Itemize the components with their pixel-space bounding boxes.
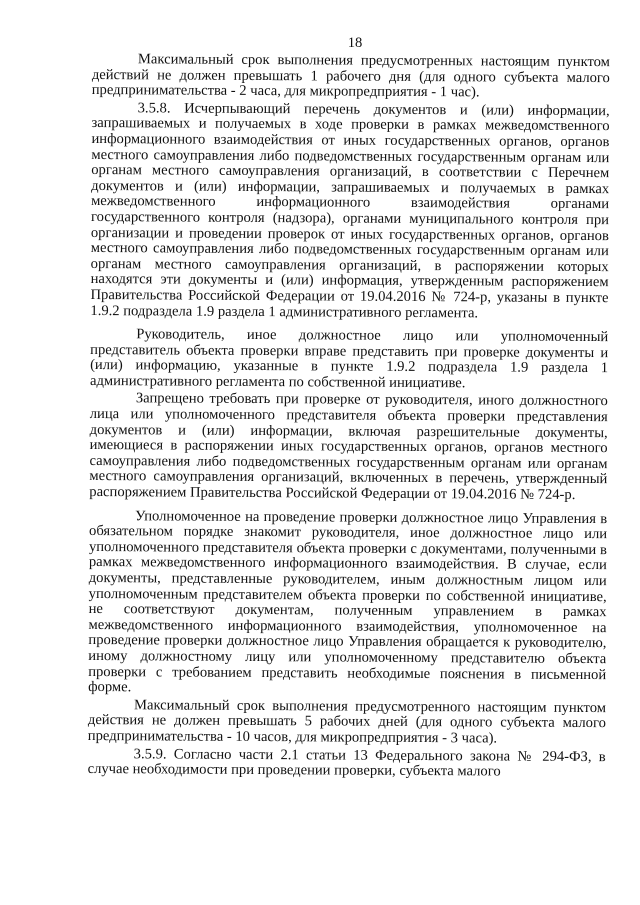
page-number: 18 bbox=[347, 35, 363, 51]
paragraph-3-5-9: 3.5.9. Согласно части 2.1 статьи 13 Федерального закона № 294-ФЗ, в случае необходимости при проведении проверки, субъекта малого bbox=[87, 745, 606, 780]
paragraph-head-right: Руководитель, иное должностное лицо или уполномоченный представитель объекта проверки вправе представить при проверке документы и (или) информацию, указанные в пункте 1.9.2 подраздела 1.9 раздела 1 административного регламента по собственной инициативе. bbox=[89, 326, 609, 392]
paragraph-3-5-8: 3.5.8. Исчерпывающий перечень документов и (или) информации, запрашиваемых и получаемых в ходе проверки в рамках межведомственного информационного взаимодействия от иных государственных органов, органов местного самоуправления либо подведомственных государственным органам или органам местного самоуправления организаций, в соответствии с Перечнем документов и (или) информации, запрашиваемых и получаемых в рамках межведомственного информационного взаимодействия органами государственного контроля (надзора), органами муниципального контроля при организации и проведении проверок от иных государственных органов, органов местного самоуправления либо подведомственных государственным органам или органам местного самоуправления организаций, в распоряжении которых находятся эти документы и (или) информация, утвержденным распоряжением Правительства Российской Федерации от 19.04.2016 № 724-р, указаны в пункте 1.9.2 подраздела 1.9 раздела 1 административного регламента. bbox=[90, 100, 610, 321]
paragraph-authorized-official: Уполномоченное на проведение проверки должностное лицо Управления в обязательном порядке знакомит руководителя, иное должностное лицо или уполномоченного представителя объекта проверки с документами, полученными в рамках межведомственного информационного взаимодействия. В случае, если документы, представленные руководителем, иным должностным лицом или уполномоченным представителем объекта проверки по собственной инициативе, не соответствуют документам, полученным управлением в рамках межведомственного информационного взаимодействия, уполномоченное на проведение проверки должностное лицо Управления обращается к руководителю, иному должностному лицу или уполномоченному представителю объекта проверки с требованием представить необходимые пояснения в письменной форме. bbox=[88, 507, 608, 696]
paragraph-max-term-2: Максимальный срок выполнения предусмотренного настоящим пунктом действия не должен превышать 5 рабочих дней (для одного субъекта малого предпринимательства - 10 часов, для микропредприятия - 3 часа). bbox=[87, 697, 607, 747]
document-body bbox=[88, 52, 610, 781]
paragraph-max-term-1: Максимальный срок выполнения предусмотренных настоящим пунктом действий не должен превышать 1 рабочего дня (для одного субъекта малого предпринимательства - 2 часа, для микропредприятия - 1 час). bbox=[91, 51, 610, 101]
paragraph-prohibition: Запрещено требовать при проверке от руководителя, иного должностного лица или уполномоченного представителя объекта проверки представления документов и (или) информации, включая разрешительные документы, имеющиеся в распоряжении иных государственных органов, органов местного самоуправления либо подведомственных государственным органам или органам местного самоуправления организаций, включенных в перечень, утвержденный распоряжением Правительства Российской Федерации от 19.04.2016 № 724-р. bbox=[89, 390, 608, 503]
